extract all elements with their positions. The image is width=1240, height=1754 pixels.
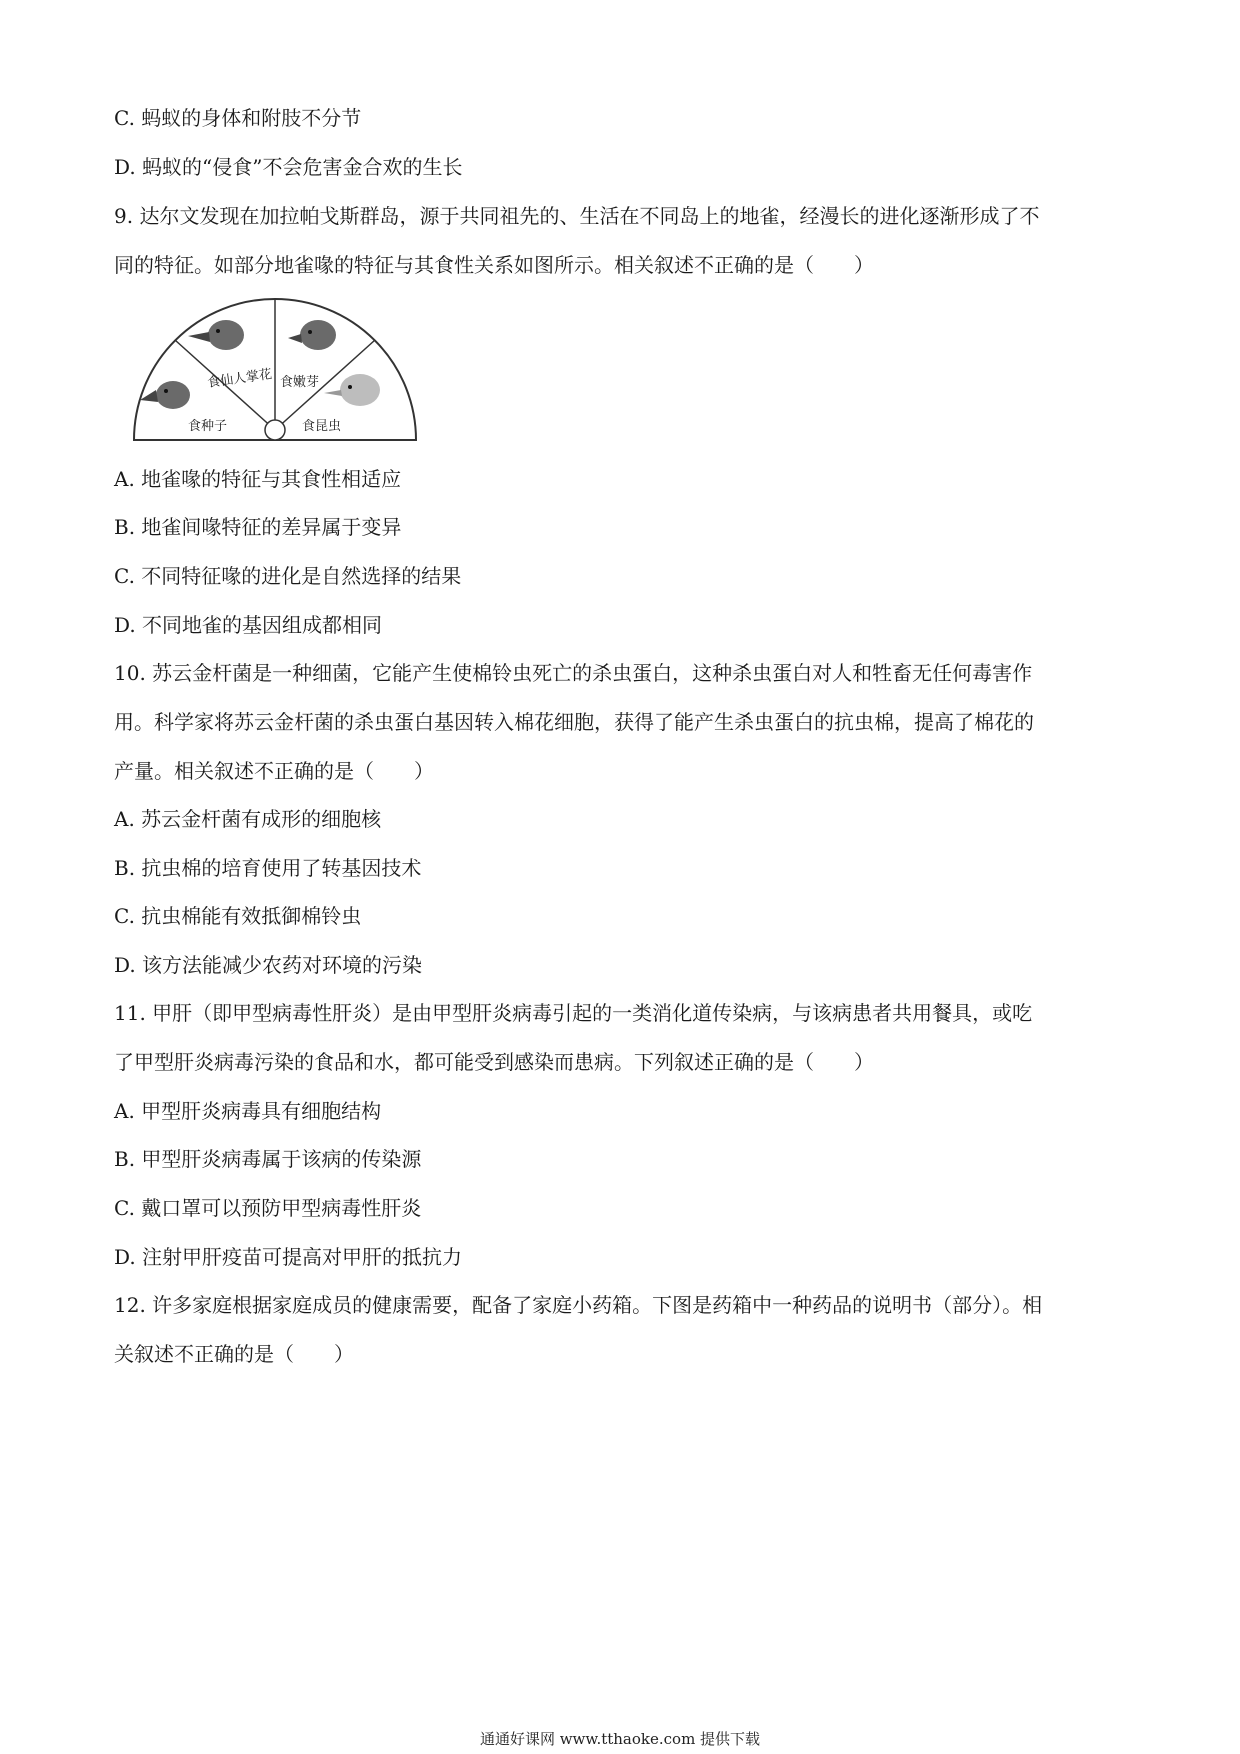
q10-stem-line1: 10. 苏云金杆菌是一种细菌，它能产生使棉铃虫死亡的杀虫蛋白，这种杀虫蛋白对人和牲畜无任何毒害作 <box>114 661 1033 685</box>
finch-beak-figure <box>128 290 428 448</box>
label-seed: 食种子 <box>188 419 228 434</box>
q10-option-c: C. 抗虫棉能有效抵御棉铃虫 <box>114 904 362 928</box>
finch-beak-diagram <box>128 290 428 448</box>
label-insect: 食昆虫 <box>302 419 342 434</box>
q11-stem-line1: 11. 甲肝（即甲型病毒性肝炎）是由甲型肝炎病毒引起的一类消化道传染病，与该病患者共用餐具，或吃 <box>114 1001 1033 1025</box>
q9-stem-line1: 9. 达尔文发现在加拉帕戈斯群岛，源于共同祖先的、生活在不同岛上的地雀，经漫长的进化逐渐形成了不 <box>114 204 1040 228</box>
q9-option-a: A. 地雀喙的特征与其食性相适应 <box>114 467 402 491</box>
q11-option-c: C. 戴口罩可以预防甲型病毒性肝炎 <box>114 1196 422 1220</box>
q10-option-a: A. 苏云金杆菌有成形的细胞核 <box>114 807 382 831</box>
q9-option-d: D. 不同地雀的基因组成都相同 <box>114 613 383 637</box>
q10-option-b: B. 抗虫棉的培育使用了转基因技术 <box>114 856 422 880</box>
page-footer: 通通好课网 www.tthaoke.com 提供下载 <box>479 1730 761 1748</box>
q12-stem-line2: 关叙述不正确的是（ ） <box>114 1342 354 1366</box>
q10-option-d: D. 该方法能减少农药对环境的污染 <box>114 953 423 977</box>
q11-stem-line2: 了甲型肝炎病毒污染的食品和水，都可能受到感染而患病。下列叙述正确的是（ ） <box>114 1050 874 1074</box>
q11-option-a: A. 甲型肝炎病毒具有细胞结构 <box>114 1099 382 1123</box>
label-cactus: 食仙人掌花 <box>206 367 273 391</box>
q12-stem-line1: 12. 许多家庭根据家庭成员的健康需要，配备了家庭小药箱。下图是药箱中一种药品的说明书（部分）。相 <box>114 1293 1043 1317</box>
q10-stem-line2: 用。科学家将苏云金杆菌的杀虫蛋白基因转入棉花细胞，获得了能产生杀虫蛋白的抗虫棉，提高了棉花的 <box>114 710 1034 734</box>
q11-option-d: D. 注射甲肝疫苗可提高对甲肝的抵抗力 <box>114 1245 463 1269</box>
q9-option-b: B. 地雀间喙特征的差异属于变异 <box>114 515 402 539</box>
q10-stem-line3: 产量。相关叙述不正确的是（ ） <box>114 759 434 783</box>
center-circle <box>265 420 285 440</box>
q9-option-c: C. 不同特征喙的进化是自然选择的结果 <box>114 564 462 588</box>
q11-option-b: B. 甲型肝炎病毒属于该病的传染源 <box>114 1147 422 1171</box>
q8-option-d: D. 蚂蚁的“侵食”不会危害金合欢的生长 <box>114 155 463 179</box>
label-bud: 食嫩芽 <box>280 375 320 390</box>
q8-option-c: C. 蚂蚁的身体和附肢不分节 <box>114 106 362 130</box>
q9-stem-line2: 同的特征。如部分地雀喙的特征与其食性关系如图所示。相关叙述不正确的是（ ） <box>114 253 874 277</box>
